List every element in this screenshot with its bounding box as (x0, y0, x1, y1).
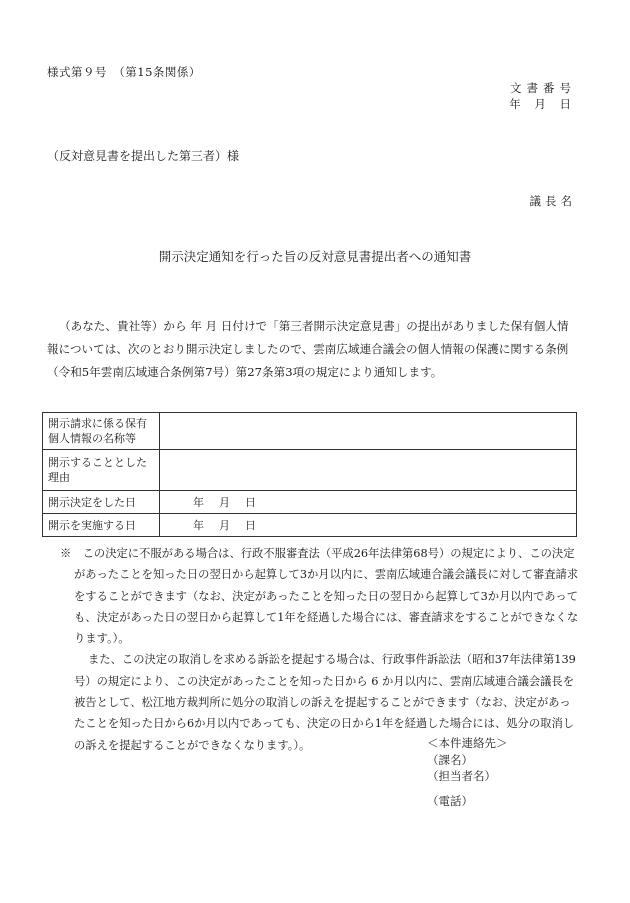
implementation-date-value: 年 月 日 (193, 519, 258, 532)
row-value-implementation-date (160, 514, 577, 537)
contact-phone: （電話） (427, 793, 473, 808)
row-label-implementation-date: 開示を実施する日 (43, 514, 160, 537)
document-number-label: 文書番号 (510, 81, 576, 95)
row-label-decision-date: 開示決定をした日 (43, 491, 160, 514)
document-title: 開示決定通知を行った旨の反対意見書提出者への通知書 (158, 249, 472, 264)
disclosure-info-table (42, 412, 577, 537)
row-label-reason: 開示することとした理由 (43, 450, 160, 491)
contact-heading: ＜本件連絡先＞ (427, 736, 508, 750)
sender-name: 議長名 (529, 194, 576, 208)
notice-body: （あなた、貴社等）から 年 月 日付けで「第三者開示決定意見書」の提出がありました保有個人情報については、次のとおり開示決定しましたので、雲南広域連合議会の個人情報の保護に関する条例（令和5年雲南広域連合条例第7号）第27条第3項の規定により通知します。 (47, 319, 569, 379)
table-row (43, 491, 577, 514)
table-row (43, 413, 577, 450)
row-value-reason (160, 450, 577, 491)
row-value-info-name (160, 413, 577, 450)
addressee: （反対意見書を提出した第三者）様 (47, 149, 240, 163)
table-row (43, 514, 577, 537)
form-number: 様式第９号 （第15条関係） (47, 65, 201, 79)
row-value-decision-date (160, 491, 577, 514)
note-paragraph-lawsuit: また、この決定の取消しを求める訴訟を提起する場合は、行政事件訴訟法（昭和37年法律第139号）の規定により、この決定があったことを知った日から 6 か月以内に、雲南広域連合議会議長を被告として、松江地方裁判所に処分の取消しの訴えを提起することができます（なお、決定があったことを知った日から6か月以内であっても、決定の日から1年を経過した場合には、処分の取消しの訴えを提起することができなくなります。）。 (74, 653, 576, 752)
contact-person: （担当者名） (427, 769, 496, 783)
table-row (43, 450, 577, 491)
contact-section: （課名） (427, 752, 473, 767)
note-paragraph-appeal: ※ この決定に不服がある場合は、行政不服審査法（平成26年法律第68号）の規定により、この決定があったことを知った日の翌日から起算して3か月以内に、雲南広域連合議会議長に対して審査請求をすることができます（なお、決定があったことを知った日の翌日から起算して3か月以内であっても、決定があった日の翌日から起算して1年を経過した場合には、審査請求をすることができなくなります。）。 (60, 547, 579, 646)
contact-block (427, 735, 508, 809)
row-label-info-name: 開示請求に係る保有個人情報の名称等 (43, 413, 160, 450)
decision-date-value: 年 月 日 (193, 496, 258, 509)
appeal-note (60, 543, 580, 756)
document-date-label: 年 月 日 (509, 97, 576, 111)
